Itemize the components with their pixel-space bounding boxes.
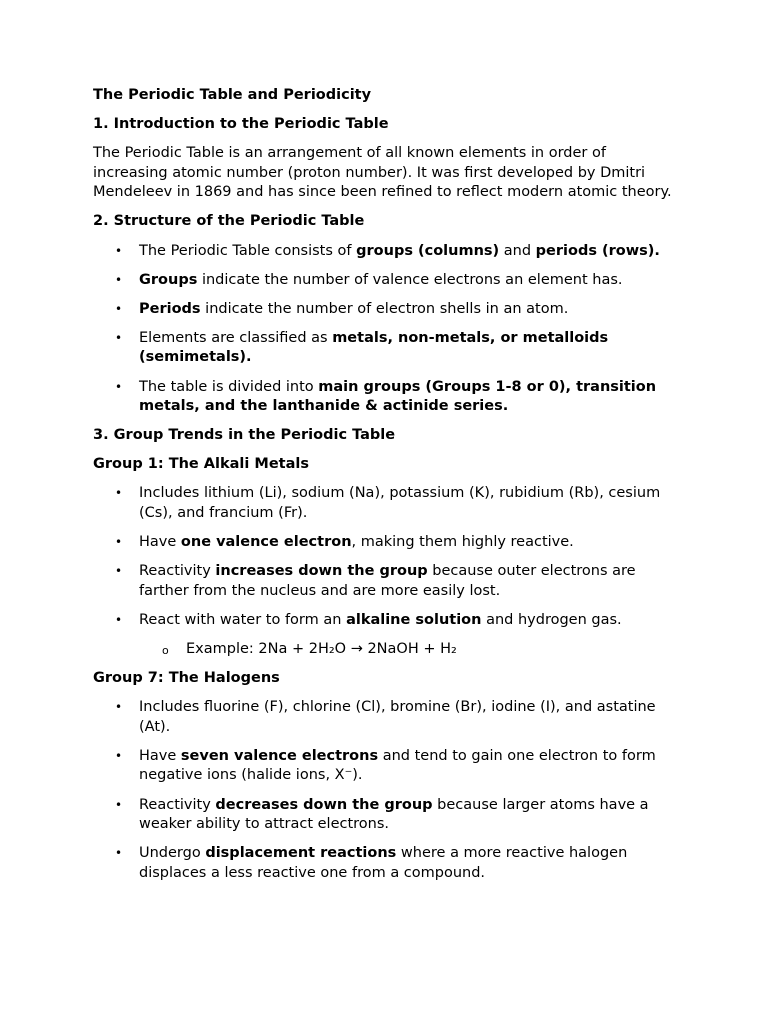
list-item: • Reactivity decreases down the group because larger atoms have a weaker ability to attract electrons. [115,796,649,833]
alkali-metals-list [93,484,683,659]
list-item: • Groups indicate the number of valence electrons an element has. [93,271,683,291]
list-item: • The Periodic Table consists of groups (columns) and periods (rows). [93,242,683,262]
subheading-halogens: Group 7: The Halogens [93,670,280,687]
list-item: • Have one valence electron, making them highly reactive. [93,533,683,553]
list-item: • Includes lithium (Li), sodium (Na), potassium (K), rubidium (Rb), cesium (Cs), and francium (Fr). [115,485,661,521]
bullet-icon: • [115,486,123,501]
list-item: • React with water to form an alkaline solution and hydrogen gas. [93,611,683,631]
intro-paragraph: The Periodic Table is an arrangement of all known elements in order of increasing atomic number (proton number). It was first developed by Dmitri Mendeleev in 1869 and has since been refined to reflect modern atomic theory. [93,145,672,201]
bullet-icon: • [115,301,123,316]
bullet-icon: • [115,797,123,812]
structure-list [93,242,683,417]
list-item: • Reactivity increases down the group because outer electrons are farther from the nucleus and are more easily lost. [115,563,636,599]
bullet-icon: • [115,535,123,550]
list-item: • Periods indicate the number of electron shells in an atom. [93,300,683,320]
list-item: • Elements are classified as metals, non-metals, or metalloids (semimetals). [115,329,609,366]
list-item: • The table is divided into main groups (Groups 1-8 or 0), transition metals, and the lanthanide & actinide series. [115,378,657,415]
halogens-list [93,698,683,883]
list-item: • Undergo displacement reactions where a more reactive halogen displaces a less reactive one from a compound. [115,845,628,881]
document-title: The Periodic Table and Periodicity [93,87,372,103]
section-heading-group-trends: 3. Group Trends in the Periodic Table [93,427,396,444]
list-item: • Includes fluorine (F), chlorine (Cl), bromine (Br), iodine (I), and astatine (At). [115,699,656,735]
bullet-icon: • [115,612,123,627]
bullet-icon: • [115,748,123,763]
bullet-icon: • [115,330,123,345]
bullet-icon: • [115,564,123,579]
list-item: • Have seven valence electrons and tend to gain one electron to form negative ions (halide ions, X⁻). [115,747,656,784]
document-body [93,86,683,893]
subheading-alkali-metals: Group 1: The Alkali Metals [93,456,309,473]
section-heading-introduction: 1. Introduction to the Periodic Table [93,116,389,133]
sub-list-item: o Example: 2Na + 2H₂O → 2NaOH + H₂ [93,640,683,660]
bullet-icon: • [115,243,123,258]
sub-bullet-icon: o [162,643,169,657]
bullet-icon: • [115,700,123,715]
section-heading-structure: 2. Structure of the Periodic Table [93,213,365,230]
bullet-icon: • [115,272,123,287]
bullet-icon: • [115,379,123,394]
bullet-icon: • [115,846,123,861]
